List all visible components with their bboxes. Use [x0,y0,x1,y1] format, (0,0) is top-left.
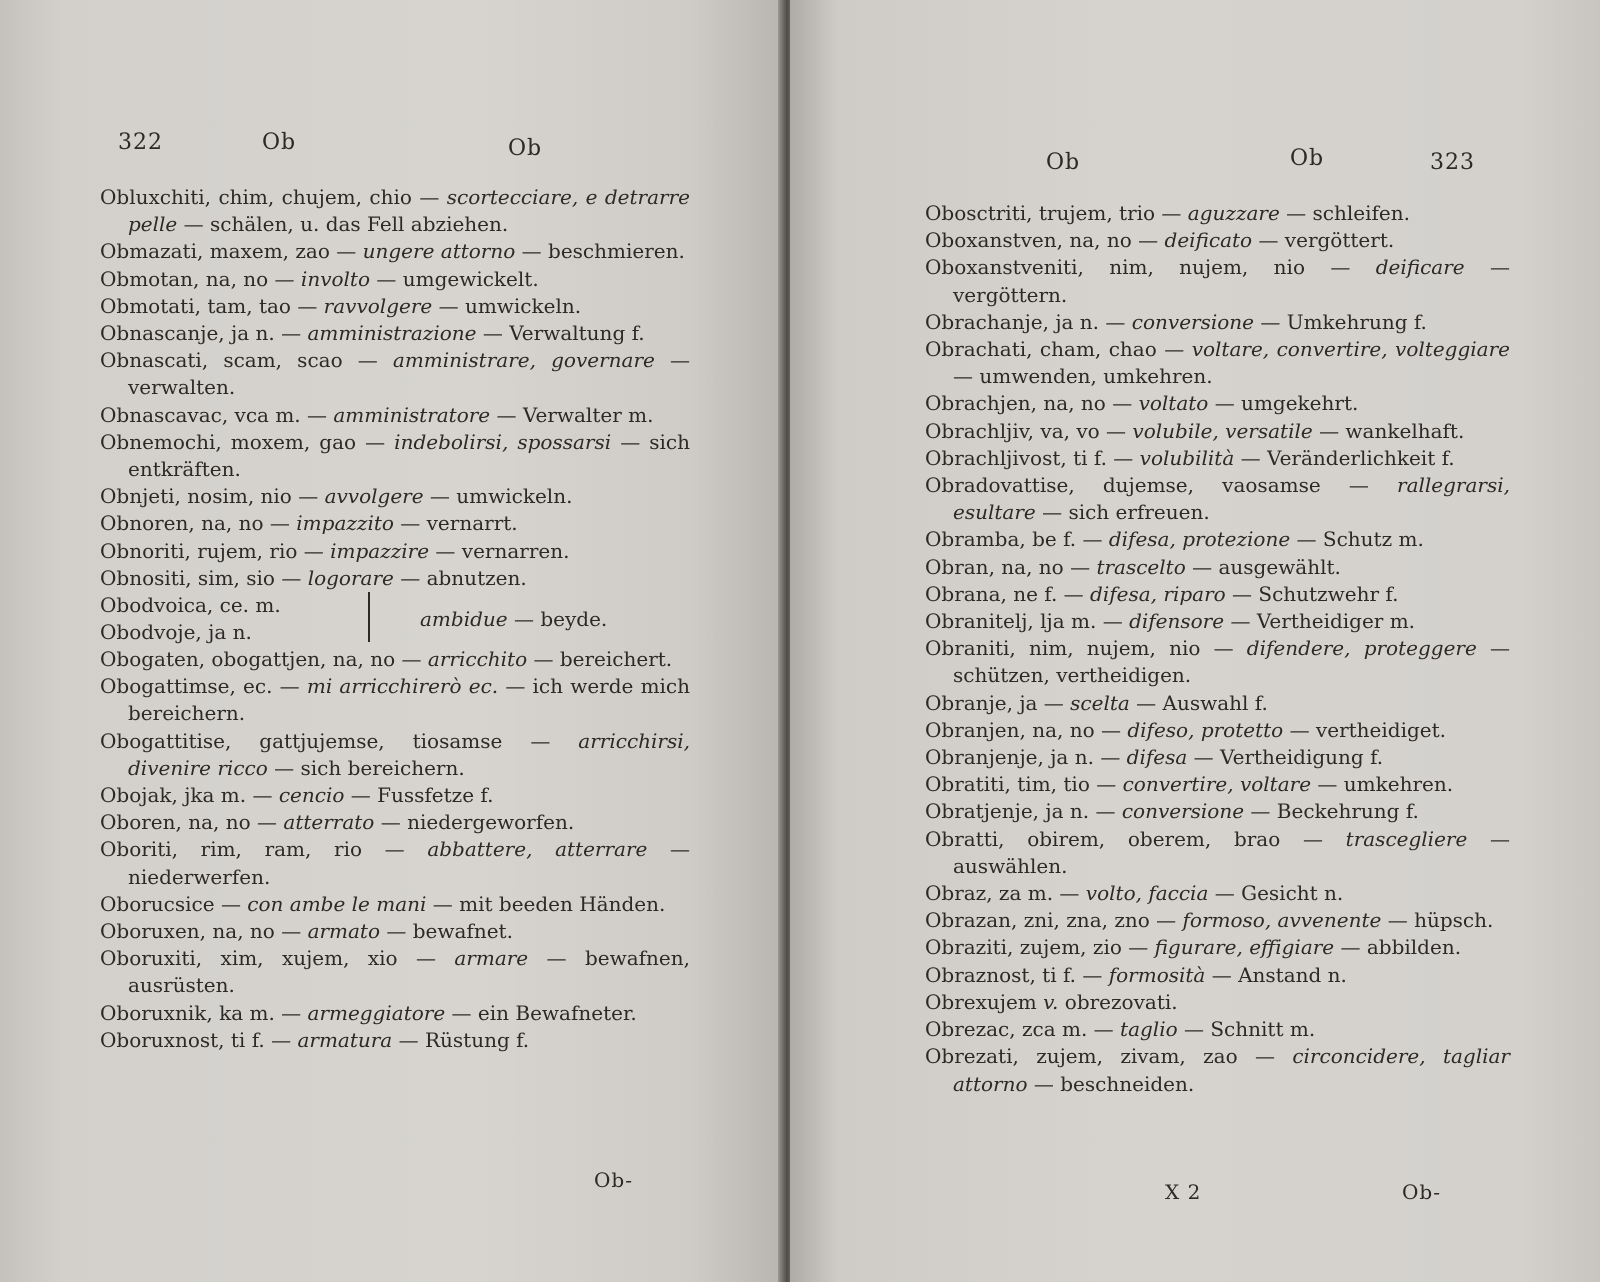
entry-german: — Schutzwehr f. [1225,581,1399,606]
entry-italian: ungere attorno [362,239,516,264]
dictionary-entry [925,309,1510,336]
entry-italian: arricchito [427,647,528,672]
dictionary-entry [925,880,1510,907]
entry-german: — bereichert. [527,647,673,672]
dictionary-entry [925,445,1510,472]
entry-german: — sich erfreuen. [1035,500,1210,525]
dictionary-entry [100,646,690,673]
entry-italian: involto [300,266,371,291]
entry-italian: armatura [297,1027,393,1052]
entry-italian: trascegliere [1345,826,1468,851]
dictionary-entry [100,728,690,782]
dictionary-entry [925,200,1510,227]
entry-german: — umgekehrt. [1208,391,1359,416]
dictionary-entry [100,945,690,999]
dictionary-entry [925,554,1510,581]
dictionary-entry [925,717,1510,744]
entry-headword: Obran, na, no — [925,554,1097,579]
dictionary-entry [100,402,690,429]
dictionary-entry [925,907,1510,934]
left-page [0,0,784,1282]
entry-headword: Oboruxen, na, no — [100,919,308,944]
entry-headword: Obnjeti, nosim, nio — [100,484,325,509]
entry-german: — Gesicht n. [1208,881,1344,906]
dictionary-entry [925,771,1510,798]
entry-german: — Umkehrung f. [1254,309,1427,334]
entry-german: — Beckehrung f. [1244,799,1419,824]
dictionary-entry [925,635,1510,689]
dictionary-entry [925,1043,1510,1097]
entry-german: — abbilden. [1334,935,1462,960]
entry-headword: Obnemochi, moxem, gao — [100,429,395,454]
entry-italian: arricchirsi, divenire ricco [128,728,690,780]
entry-headword: Obratiti, tim, tio — [925,772,1123,797]
entry-german: — bewafnen, ausrüsten. [128,946,690,998]
dictionary-entry [925,608,1510,635]
entry-italian: circoncidere, tagliar attorno [953,1044,1510,1096]
dictionary-entry [925,1016,1510,1043]
entry-italian: armato [307,919,381,944]
dictionary-entry [100,565,690,592]
entry-german: — niedergeworfen. [374,810,575,835]
entry-headword: Obogattimse, ec. — [100,674,307,699]
left-entry-list [100,184,690,1054]
entry-italian: volubile, versatile [1132,418,1313,443]
entry-german: — beschneiden. [1027,1071,1195,1096]
entry-german: — Verwalter m. [490,402,654,427]
signature-mark: X 2 [1165,1180,1202,1204]
entry-german: — ein Bewafneter. [445,1000,637,1025]
entry-italian: difensore [1129,609,1225,634]
entry-headword: Obrachljivost, ti f. — [925,445,1140,470]
entry-italian: mi arricchirerò ec. [306,674,499,699]
entry-german: — Vertheidigung f. [1187,745,1384,770]
entry-italian: trascelto [1096,554,1186,579]
entry-german: — ausgewählt. [1185,554,1341,579]
entry-headword: Oboxanstveniti, nim, nujem, nio — [925,255,1376,280]
entry-german: — ich werde mich bereichern. [128,674,691,726]
dictionary-entry [925,227,1510,254]
entry-italian: scelta [1070,690,1130,715]
entry-german: — Verwaltung f. [476,321,645,346]
entry-headword: Obrezac, zca m. — [925,1017,1121,1042]
entry-italian: formosità [1108,962,1206,987]
entry-headword: Obnoren, na, no — [100,511,297,536]
entry-german: — verwalten. [128,348,690,400]
dictionary-entry [925,418,1510,445]
catchword-right: Ob- [1402,1180,1441,1204]
page-number-left: 322 [118,130,163,155]
entry-italian: taglio [1120,1017,1178,1042]
entry-german: — schälen, u. das Fell abziehen. [177,212,509,237]
dictionary-entry [100,809,690,836]
dictionary-entry [100,184,690,238]
entry-german: — Anstand n. [1205,962,1347,987]
entry-headword: Obnascavac, vca m. — [100,402,334,427]
entry-german: — hüpsch. [1381,908,1494,933]
entry-italian: abbattere, atterrare [427,837,648,862]
entry-headword: Obmazati, maxem, zao — [100,239,363,264]
entry-german: — vernarren. [429,538,570,563]
entry-headword: Obmotati, tam, tao — [100,293,324,318]
page-number-right: 323 [1430,150,1475,175]
entry-headword: Obrexujem [925,989,1044,1014]
entry-headword: Oboruxnost, ti f. — [100,1027,298,1052]
entry-headword: Obraz, za m. — [925,881,1086,906]
bracketed-entry-group [100,592,690,646]
entry-german: — Vertheidiger m. [1224,609,1416,634]
entry-italian: difeso, protetto [1127,717,1284,742]
entry-headword: Oboxanstven, na, no — [925,228,1165,253]
running-head-left: Ob [262,130,297,155]
entry-italian: deificato [1164,228,1253,253]
entry-italian: logorare [307,565,394,590]
entry-italian: aguzzare [1187,201,1280,225]
entry-german: — umwickeln. [432,293,582,318]
dictionary-entry [100,293,690,320]
entry-italian: amministrazione [307,321,477,346]
entry-italian: rallegrarsi, esultare [953,473,1510,525]
dictionary-entry [100,836,690,890]
entry-german: — umgewickelt. [370,266,539,291]
entry-headword: Oboren, na, no — [100,810,284,835]
dictionary-entry [925,390,1510,417]
dictionary-entry [100,238,690,265]
running-head-right: Ob [1046,150,1081,175]
entry-headword: Obradovattise, dujemse, vaosamse — [925,473,1398,498]
dictionary-entry [925,798,1510,825]
entry-headword: Obrazan, zni, zna, zno — [925,908,1183,933]
entry-italian: impazzire [330,538,430,563]
entry-german: — bewafnet. [380,919,513,944]
entry-german: — umkehren. [1311,772,1454,797]
entry-german: — niederwerfen. [128,837,691,889]
entry-italian: scortecciare, e detrarre pelle [128,185,690,237]
entry-headword: Obranjenje, ja n. — [925,745,1127,770]
dictionary-entry [925,989,1510,1016]
entry-headword: Obnascanje, ja n. — [100,321,308,346]
entry-german: — Auswahl f. [1129,690,1268,715]
entry-german: — auswählen. [953,826,1511,878]
right-entry-list [925,200,1510,1098]
entry-italian: difesa, riparo [1090,581,1226,606]
entry-headword: Obramba, be f. — [925,527,1109,552]
running-head-center-right: Ob [1290,146,1325,171]
entry-headword: Obodvoje, ja n. [100,620,252,645]
entry-italian: armare [454,946,529,971]
entry-headword: Obranjen, na, no — [925,717,1128,742]
entry-german: — Veränderlichkeit f. [1234,445,1455,470]
entry-italian: voltare, convertire, volteggiare [1191,337,1510,362]
dictionary-entry [925,526,1510,553]
entry-german: obrezovati. [1058,989,1178,1014]
entry-headword: Obratjenje, ja n. — [925,799,1122,824]
entry-italian: conversione [1121,799,1245,824]
entry-headword: Obogaten, obogattjen, na, no — [100,647,428,672]
entry-german: — vergöttert. [1252,228,1395,253]
entry-italian: v. [1043,989,1059,1014]
entry-headword: Obojak, jka m. — [100,783,279,808]
dictionary-entry [925,254,1510,308]
entry-headword: Obrachanje, ja n. — [925,309,1132,334]
dictionary-entry [100,891,690,918]
dictionary-entry [100,918,690,945]
dictionary-entry [925,690,1510,717]
entry-headword: Oboriti, rim, ram, rio — [100,837,428,862]
entry-headword: Obranje, ja — [925,690,1071,715]
entry-headword: Obodvoica, ce. m. [100,593,281,618]
dictionary-entry [925,934,1510,961]
entry-german: — wankelhaft. [1312,418,1465,443]
entry-italian: con ambe le mani [247,891,427,916]
entry-headword: Obrachljiv, va, vo — [925,418,1133,443]
dictionary-entry [925,744,1510,771]
dictionary-entry [100,538,690,565]
dictionary-entry [925,962,1510,989]
entry-italian: difesa [1126,745,1188,770]
dictionary-entry [100,347,690,401]
dictionary-entry [100,510,690,537]
entry-headword: Obraznost, ti f. — [925,962,1109,987]
entry-german: — sich entkräften. [128,429,690,482]
entry-german: — Fussfetze f. [344,783,494,808]
entry-italian: ambidue [420,607,508,632]
entry-italian: difesa, protezione [1108,527,1291,552]
entry-german: — Schutz m. [1290,527,1424,552]
entry-german: — vernarrt. [393,511,518,536]
entry-italian: amministratore [333,402,491,427]
entry-german: — mit beeden Händen. [426,891,666,916]
entry-italian: cencio [278,783,345,808]
entry-headword: Obrachjen, na, no — [925,391,1139,416]
entry-headword: Obranitelj, lja m. — [925,609,1130,634]
dictionary-entry [100,429,690,483]
running-head-center-left: Ob [508,136,543,161]
dictionary-entry [925,581,1510,608]
entry-translation [420,606,607,633]
entry-german: — umwickeln. [423,484,573,509]
entry-headword: Obosctriti, trujem, trio — [925,201,1188,225]
entry-italian: figurare, effigiare [1154,935,1335,960]
dictionary-entry [100,673,690,727]
entry-headword: Obogattitise, gattjujemse, tiosamse — [100,728,579,753]
entry-italian: volubilità [1139,445,1235,470]
entry-headword: Obmotan, na, no — [100,266,301,291]
entry-italian: voltato [1138,391,1209,416]
entry-italian: atterrato [283,810,375,835]
entry-italian: formoso, avvenente [1182,908,1382,933]
catchword-left: Ob- [594,1168,633,1192]
entry-german: — Schnitt m. [1177,1017,1316,1042]
entry-italian: conversione [1131,309,1255,334]
dictionary-entry [100,1000,690,1027]
entry-italian: amministrare, governare [392,348,655,373]
entry-headword: Obnositi, sim, sio — [100,565,308,590]
entry-headword: Obrana, ne f. — [925,581,1091,606]
entry-german: — schleifen. [1279,201,1410,225]
entry-italian: avvolgere [324,484,424,509]
brace-mark [368,592,374,642]
dictionary-entry [100,1027,690,1054]
dictionary-entry [100,320,690,347]
entry-headword: Obraniti, nim, nujem, nio — [925,636,1247,661]
entry-german: — vertheidiget. [1283,717,1447,742]
dictionary-entry [925,472,1510,526]
entry-german: — abnutzen. [393,565,527,590]
dictionary-entry [925,826,1510,880]
entry-headword: Obrachati, cham, chao — [925,337,1192,362]
entry-german: — schützen, vertheidigen. [953,636,1511,688]
right-page [790,0,1600,1282]
entry-german: — vergöttern. [953,255,1511,307]
entry-italian: indebolirsi, spossarsi [394,429,612,454]
entry-italian: armeggiatore [307,1000,446,1025]
entry-german: — Rüstung f. [392,1027,530,1052]
entry-headword: Oboruxiti, xim, xujem, xio — [100,946,455,971]
entry-headword: Oborucsice — [100,891,248,916]
entry-italian: ravvolgere [323,293,433,318]
entry-german: — beyde. [507,607,608,632]
entry-headword: Obraziti, zujem, zio — [925,935,1155,960]
entry-headword: Oboruxnik, ka m. — [100,1000,308,1025]
entry-headword: Obluxchiti, chim, chujem, chio — [100,185,447,209]
entry-headword: Obnascati, scam, scao — [100,348,393,373]
entry-headword: Obratti, obirem, oberem, brao — [925,826,1346,851]
entry-headword: Obnoriti, rujem, rio — [100,538,331,563]
dictionary-entry [925,336,1510,390]
entry-italian: difendere, proteggere [1246,636,1477,661]
entry-german: — beschmieren. [515,239,685,264]
entry-italian: convertire, voltare [1122,772,1312,797]
entry-german: — umwenden, umkehren. [953,364,1213,389]
entry-italian: deificare [1375,255,1465,280]
entry-italian: impazzito [296,511,394,536]
entry-headword: Obrezati, zujem, zivam, zao — [925,1044,1293,1069]
dictionary-entry [100,266,690,293]
dictionary-entry [100,483,690,510]
dictionary-entry [100,782,690,809]
entry-german: — sich bereichern. [267,755,465,780]
entry-italian: volto, faccia [1085,881,1209,906]
